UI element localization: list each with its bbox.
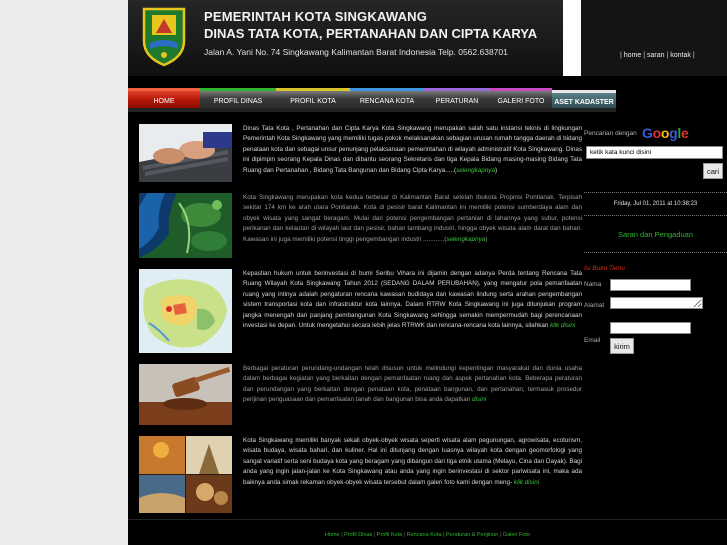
search-button[interactable]: cari (703, 163, 723, 179)
article-text: Berbagai peraturan perundang-undangan telah disusun untuk melindungi kepentingan masyarakat dan dunia usaha dalam berbagai kegiatan yang berkaitan dengan pemanfaatan ruang dan aspek pertanahan kota. Beberapa peraturan dan perundangan yang berkaitan dengan penataan kota, penataan bangunan, dan pertanahan, termasuk prosedur perijinan penguasaan dan pemanfaatan tanah dan bangunan bisa anda dapatkan (243, 365, 582, 404)
footer-links (128, 532, 727, 538)
article-text-end: ) (485, 235, 488, 243)
read-more-link[interactable]: disini (471, 396, 487, 404)
google-logo (642, 125, 688, 141)
toplinks-separator: | (692, 52, 695, 59)
header (128, 0, 727, 76)
footer-link-rencana-kota[interactable]: Rencana Kota (406, 532, 442, 538)
header-title-line1: PEMERINTAH KOTA SINGKAWANG (204, 9, 428, 24)
saran-pengaduan-link[interactable]: Saran dan Pengaduan (617, 230, 694, 239)
toplink-saran[interactable]: saran (647, 52, 665, 59)
main-nav (128, 88, 616, 108)
toplinks-separator: | (643, 52, 646, 59)
footer-link-peraturan[interactable]: Peraturan & Perijinan (446, 532, 499, 538)
article-text-end: ) (494, 166, 498, 174)
nav-tab-profil-kota[interactable]: PROFIL KOTA (276, 88, 350, 108)
article-text: Dinas Tata Kota , Pertanahan dan Cipta Karya Kota Singkawang merupakan salah satu instansi teknis di lingkungan Pemerintah Kota Singkawang yang memiliki tugas pokok melaksanakan sebagian urusan rumah tangga daerah di bidang penataan kota dan sebagai unsur penunjang pelaksanaan pemerintahan di wilayah administratif Kota Singkawang. Dinas ini dipimpin seorang Kepala Dinas dan dibantu seorang Sekretaris dan tiga Kepala Bidang masing-masing Bidang Tata Ruang dan Pertanahan , Bidang Tata Bangunan dan Bidang Cipta Karya.....( (243, 125, 582, 174)
article-text: Kota Singkawang memiliki banyak sekali obyek-obyek wisata seperti wisata alam pegunungan, agrowisata, ecoturism, wisata budaya, wisata bahari, dan kuliner. Hal ini ditunjang dengan luasnya wilayah kota dengan geomorfologi yang sangat variatif serta seni budaya kota yang beragam yang dibangun dari tiga etnik utama (Melayu, Cina dan Dayak). Bagi anda yang ingin jalan-jalan ke Kota Singkawang atau anda yang ingin berinvestasi di sektor pariwisata ini, maka ada baiknya anda simak rekaman obyek-obyek wisata tersebut dalam galeri foto kami dengan meng- (243, 437, 582, 486)
toplinks-separator: | (666, 52, 669, 59)
footer-link-profil-dinas[interactable]: Profil Dinas (344, 532, 373, 538)
sidebar-divider (584, 252, 727, 253)
header-address: Jalan A. Yani No. 74 Singkawang Kalimantan Barat Indonesia Telp. 0562.638701 (204, 47, 508, 57)
footer-separator: | (341, 532, 343, 538)
nav-tab-galeri-foto[interactable]: GALERI FOTO (490, 88, 552, 108)
header-white-bar (563, 0, 581, 76)
city-emblem-logo (138, 3, 190, 67)
sidebar-divider (584, 215, 727, 216)
footer-link-home[interactable]: Home (324, 532, 340, 538)
article-kota (243, 193, 582, 245)
satellite-photo[interactable] (139, 193, 232, 258)
nav-tab-rencana-kota[interactable]: RENCANA KOTA (350, 88, 424, 108)
article-peraturan (243, 364, 582, 406)
article-text: Kepastian hukum untuk berinvestasi di bumi Seribu Vihara ini dijamin dengan adanya Perda tentang Rencana Tata Ruang Wilayah Kota Singkawang Tahun 2012 (SEDANG DALAM PERUBAHAN), yang mengatur pola pemanfaatan ruang yang intinya adalah pengaturan rencana kawasan budidaya dan kawasan lindung serta arahan pengembangan sistem transportasi kota dan infrastruktur kota lainnya. Dalam RTRW Kota Singkawang ini juga ditunjukan program jangka menengah dan panjang pembangunan Kota Singkawang sehingga semakin mempermudah bagi perencanaan investasi ke depan. Untuk mengetahui secara lebih jelas RTRWK dan rencana-rencana kota lainnya, silahkan (243, 270, 582, 330)
nav-tab-aset-kadaster[interactable]: ASET KADASTER (552, 90, 616, 108)
nav-tab-home[interactable]: HOME (128, 88, 200, 108)
article-dinas (243, 124, 582, 176)
gavel-photo[interactable] (139, 364, 232, 425)
footer-separator: | (373, 532, 376, 538)
toplink-home[interactable]: home (623, 52, 642, 59)
submit-button[interactable]: kirim (610, 338, 634, 354)
footer-separator: | (499, 532, 502, 538)
nama-field[interactable] (610, 279, 691, 291)
datetime-display: Friday, Jul 01, 2011 at 10:38:23 (613, 201, 698, 207)
read-more-link[interactable]: selengkapnya (456, 166, 495, 174)
google-letter: g (669, 125, 678, 141)
header-title-line2: DINAS TATA KOTA, PERTANAHAN DAN CIPTA KARYA (204, 26, 538, 41)
footer-divider (128, 519, 727, 520)
google-letter: e (680, 125, 689, 141)
search-input[interactable] (586, 146, 723, 159)
read-more-link[interactable]: selengkapnya (446, 235, 486, 243)
article-wisata (243, 436, 582, 488)
nama-label: Nama (584, 281, 602, 288)
tourism-collage-photo[interactable] (139, 436, 232, 513)
keyboard-photo[interactable] (139, 124, 232, 182)
toplinks-separator: | (620, 52, 622, 59)
footer-separator: | (443, 532, 445, 538)
article-rtrw (243, 269, 582, 331)
google-letter: o (660, 125, 670, 141)
zoning-map-image[interactable] (139, 269, 232, 353)
footer-link-profil-kota[interactable]: Profil Kota (376, 532, 403, 538)
nav-underline (128, 108, 616, 112)
top-links (620, 52, 695, 59)
email-label: Email (584, 337, 601, 344)
google-letter: G (642, 125, 653, 141)
read-more-link[interactable]: klik disini (513, 478, 540, 486)
article-text: Kota Singkawang merupakan kota kedua terbesar di Kalimantan Barat setelah Ibukota Propinsi Pontianak. Terpisah sekitar 174 km ke arah utara Pontianak. Kota di pesisir barat Kalimantan ini memiliki potensi sumberdaya alam dan obyek wisata yang sangat beragam. Mulai dari potensi pengembangan pertanian di lahannya yang subur, potensi perikanan dan kelautan di wilayah laut dan pesisir, bahan tambang industri, hingga obyek wisata alam darat dan bahari. Kawasan ini juga memiliki potensi tinggi pengembangan industri ............( (243, 194, 582, 243)
alamat-field[interactable] (610, 297, 703, 309)
google-letter: o (652, 125, 661, 141)
nav-tab-profil-dinas[interactable]: PROFIL DINAS (200, 88, 276, 108)
search-label: Pencarian dengan (584, 130, 637, 137)
footer-separator: | (403, 532, 406, 538)
google-letter: l (677, 125, 681, 141)
toplink-kontak[interactable]: kontak (670, 52, 691, 59)
read-more-link[interactable]: klik disini (550, 322, 576, 330)
alamat-label: Alamat (584, 302, 605, 309)
header-banner (128, 0, 563, 76)
nav-tab-peraturan[interactable]: PERATURAN (424, 88, 490, 108)
page-container (128, 0, 727, 545)
footer-link-galeri-foto[interactable]: Galeri Foto (502, 532, 531, 538)
guestbook-title: Isi Buku Tamu (584, 265, 625, 272)
sidebar-divider (584, 192, 727, 193)
extra-field[interactable] (610, 322, 691, 334)
